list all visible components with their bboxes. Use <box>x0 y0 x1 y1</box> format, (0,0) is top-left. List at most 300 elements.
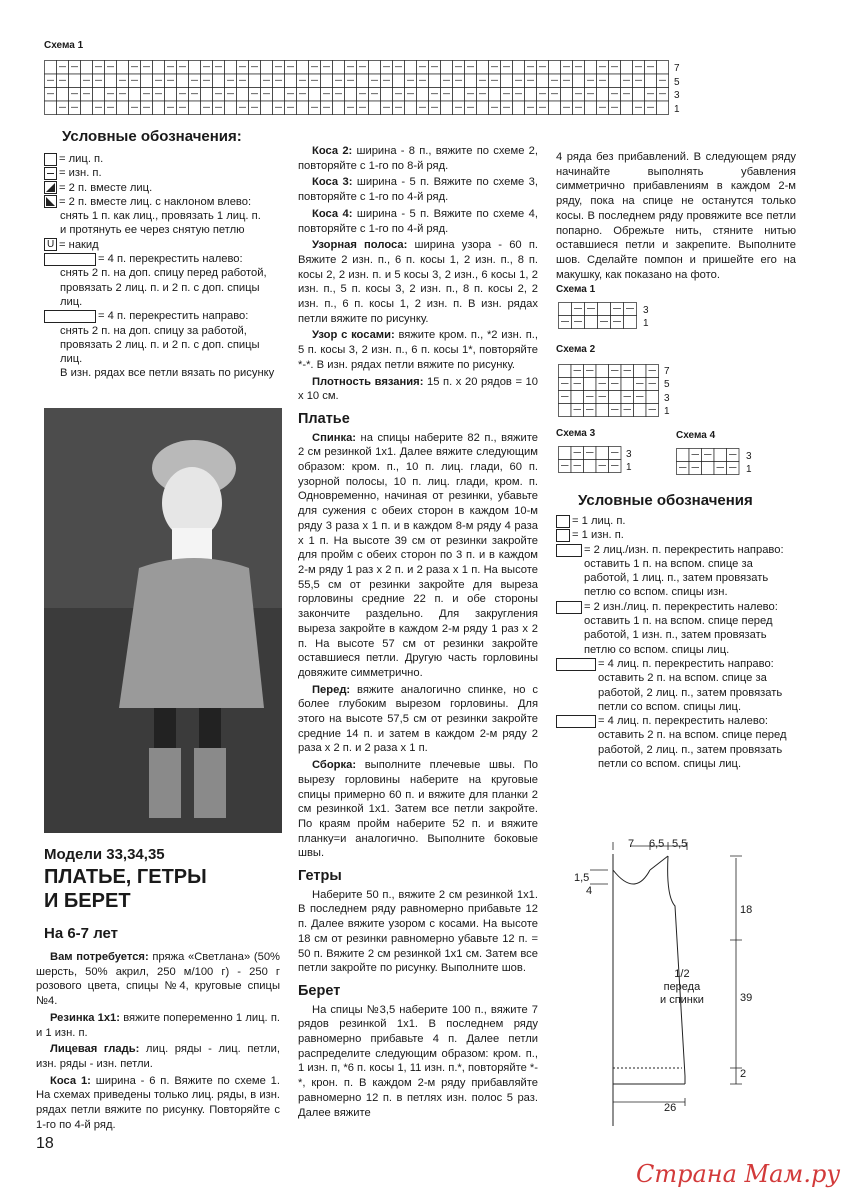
chart-cell <box>621 391 634 404</box>
paragraph <box>298 328 538 372</box>
legend-item-text: провязать 2 лиц. п. и 2 п. с доп. спицы <box>60 281 260 294</box>
legend-item-text: лиц. <box>60 353 83 366</box>
legend-item <box>44 324 284 338</box>
chart-cell <box>273 88 285 102</box>
legend-right-item <box>556 543 796 600</box>
chart-cell <box>646 378 659 391</box>
paragraph <box>36 1042 280 1071</box>
chart-cell <box>677 462 690 475</box>
knit-square-icon <box>44 153 57 166</box>
chart-cell <box>153 74 165 88</box>
chart-cell <box>345 61 357 75</box>
chart-cell <box>584 391 597 404</box>
chart-cell <box>537 74 549 88</box>
legend-item <box>44 281 284 295</box>
chart-cell <box>573 88 585 102</box>
paragraph-lead: Узорная полоса: <box>312 239 408 252</box>
small-schema-3-rows: 3 1 <box>626 449 632 473</box>
chart-cell <box>117 101 129 115</box>
chart-cell <box>81 101 93 115</box>
chart-cell <box>689 462 702 475</box>
legend-right-text: = 4 лиц. п. перекрестить налево: оставить 2 п. на вспом. спице перед работой, 2 лиц. п., затем провязать петли со вспом. спицы лиц. <box>598 715 787 771</box>
paragraph <box>298 431 538 681</box>
legend-right-item <box>556 600 796 657</box>
chart-cell <box>609 447 622 460</box>
text-column-2 <box>298 144 538 1122</box>
chart-cell <box>624 303 637 316</box>
chart-cell <box>285 88 297 102</box>
chart-cell <box>621 378 634 391</box>
paragraph <box>298 238 538 326</box>
legend-item <box>44 238 284 252</box>
chart-cell <box>549 101 561 115</box>
chart-cell <box>153 61 165 75</box>
chart-cell <box>189 88 201 102</box>
chart-cell <box>417 101 429 115</box>
chart-cell <box>727 462 740 475</box>
chart-cell <box>333 74 345 88</box>
chart-cell <box>57 101 69 115</box>
chart-cell <box>405 61 417 75</box>
chart-cell <box>177 88 189 102</box>
chart-cell <box>714 462 727 475</box>
chart-cell <box>609 74 621 88</box>
chart-cell <box>561 88 573 102</box>
chart-cell <box>105 61 117 75</box>
paragraph-body: ширина - 6 п. Вяжите по схеме 1. На схемах приведены только лиц. ряды, в изн. рядах петли вяжите по рисунку. Повторяйте с 1-го по 4-й ряд. <box>36 1074 280 1131</box>
chart-cell <box>657 61 669 75</box>
cable-right-2-icon <box>556 544 582 557</box>
dim-right-3: 2 <box>740 1068 747 1080</box>
top-schema-title: Схема 1 <box>44 40 84 51</box>
legend-item-text: = лиц. п. <box>59 153 104 165</box>
chart-cell <box>141 61 153 75</box>
chart-cell <box>417 88 429 102</box>
chart-cell <box>727 449 740 462</box>
legend-item-text: = 2 п. вместе лиц. с наклоном влево: <box>59 195 252 208</box>
legend-right-text: = 1 изн. п. <box>572 529 624 542</box>
legend-item-text: и протянуть ее через снятую петлю <box>60 224 245 237</box>
chart-cell <box>441 101 453 115</box>
legend-item-text: снять 1 п. как лиц., провязать 1 лиц. п. <box>60 210 261 223</box>
yarn-over-icon: U <box>44 238 57 251</box>
chart-cell <box>453 88 465 102</box>
paragraph-lead: Коса 2: <box>312 145 353 157</box>
chart-cell <box>225 61 237 75</box>
chart-cell <box>501 88 513 102</box>
legend-item-text: = 4 п. перекрестить налево: <box>98 253 243 266</box>
chart-cell <box>598 316 611 329</box>
chart-cell <box>201 74 213 88</box>
legend-item <box>44 295 284 309</box>
chart-cell <box>657 88 669 102</box>
chart-cell <box>381 88 393 102</box>
chart-cell <box>634 404 647 417</box>
legend-item <box>44 366 284 380</box>
model-title-2: И БЕРЕТ <box>44 890 131 912</box>
legend-item-text: = накид <box>59 238 99 251</box>
chart-cell <box>453 61 465 75</box>
chart-cell <box>501 74 513 88</box>
dim-left-2: 4 <box>586 885 593 897</box>
chart-cell <box>634 378 647 391</box>
chart-cell <box>429 61 441 75</box>
paragraph-lead: Резинка 1х1: <box>50 1011 121 1024</box>
small-schema-3-title: Схема 3 <box>556 428 596 439</box>
chart-cell <box>201 61 213 75</box>
legend-right-list <box>556 514 796 771</box>
text-column-3 <box>556 150 796 284</box>
paragraph-body: на спицы наберите 82 п., вяжите 2 см резинкой 1х1. Далее вяжите следующим образом: кром. п., 10 п. лиц. глади, 60 п. узорной полосы, 10 п. лиц. глади, кром. п. Одновременно, начиная от резинки, убавьте для сужения с обеих сторон в каждом 10-м ряду 3 раза х 1 п. и в каждом 8-м ряду 4 раза х 1 п. На высоте 39 см от резинки закройте для пройм с обеих сторон по 3 п. и в каждом 2-м ряду 1 раз х 2 п. и 2 раза х 1 п. На высоте 55,5 см от резинки закройте для выреза горловины средние 22 п. и обе стороны закончите раздельно. Для закругления выреза закройте в каждом 2-м ряду 1 раз х 2 п. На высоте 57 см от резинки закройте оставшиеся петли. Другую часть горловины довяжите симметрично. <box>298 431 538 679</box>
chart-cell <box>393 61 405 75</box>
chart-cell <box>273 61 285 75</box>
chart-cell <box>571 460 584 473</box>
paragraph-body: лиц. ряды - лиц. петли, изн. ряды - изн. петли. <box>36 1043 280 1070</box>
chart-cell <box>702 462 715 475</box>
chart-cell <box>559 447 572 460</box>
paragraph-body: вяжите аналогично спинке, но с более глубоким вырезом горловины. Для этого на высоте 57,5 см от резинки закройте средние 14 п. и затем в каждом 2-м ряду 2 раза х 2 п. и 2 раза х 1 п. <box>298 683 538 755</box>
chart-cell <box>429 88 441 102</box>
chart-cell <box>537 61 549 75</box>
paragraph-lead: Коса 4: <box>312 207 353 220</box>
chart-cell <box>611 303 624 316</box>
chart-cell <box>645 101 657 115</box>
dim-left-1: 1,5 <box>574 872 590 884</box>
chart-cell <box>621 61 633 75</box>
chart-cell <box>201 88 213 102</box>
model-title-1: ПЛАТЬЕ, ГЕТРЫ <box>44 866 207 888</box>
chart-cell <box>477 74 489 88</box>
chart-cell <box>501 61 513 75</box>
chart-cell <box>559 365 572 378</box>
paragraph-lead: Коса 3: <box>312 176 353 189</box>
chart-cell <box>129 101 141 115</box>
chart-cell <box>596 404 609 417</box>
leggings-text: Наберите 50 п., вяжите 2 см резинкой 1х1. В последнем ряду равномерно прибавьте 12 п. Далее вяжите узором с косами. На высоте 18 см от резинки равномерно убавьте 12 п. = 50 п. Вяжите 2 см резинкой 1х1 см. Затем все петли закройте по рисунку. Выполните шов. <box>298 888 538 975</box>
chart-cell <box>525 88 537 102</box>
chart-cell <box>677 449 690 462</box>
cable-right-4-icon <box>556 658 596 671</box>
chart-cell <box>237 74 249 88</box>
chart-cell <box>501 101 513 115</box>
photo-illustration <box>44 408 282 833</box>
model-numbers: Модели 33,34,35 <box>44 846 165 863</box>
small-schema-1-title: Схема 1 <box>556 284 596 295</box>
chart-cell <box>429 74 441 88</box>
chart-cell <box>45 88 57 102</box>
watermark: Страна Мам.ру <box>636 1160 841 1188</box>
paragraph-lead: Сборка: <box>312 759 357 772</box>
chart-cell <box>598 303 611 316</box>
section-leggings: Гетры <box>298 868 342 885</box>
chart-cell <box>571 447 584 460</box>
chart-cell <box>297 74 309 88</box>
chart-cell <box>93 101 105 115</box>
chart-cell <box>417 61 429 75</box>
chart-cell <box>153 88 165 102</box>
chart-cell <box>559 404 572 417</box>
chart-cell <box>645 88 657 102</box>
legend-item <box>44 338 284 352</box>
chart-cell <box>549 61 561 75</box>
chart-cell <box>309 61 321 75</box>
cable-left-2-icon <box>556 601 582 614</box>
chart-cell <box>321 61 333 75</box>
legend-item <box>44 252 284 266</box>
chart-cell <box>585 74 597 88</box>
legend-item-text: В изн. рядах все петли вязать по рисунку <box>60 367 275 380</box>
chart-cell <box>596 365 609 378</box>
chart-cell <box>273 101 285 115</box>
chart-cell <box>345 74 357 88</box>
chart-cell <box>369 88 381 102</box>
paragraph-lead: Лицевая гладь: <box>50 1043 140 1056</box>
chart-cell <box>285 61 297 75</box>
chart-cell <box>596 460 609 473</box>
chart-cell <box>321 88 333 102</box>
chart-cell <box>513 101 525 115</box>
chart-cell <box>634 391 647 404</box>
chart-cell <box>585 303 598 316</box>
chart-cell <box>153 101 165 115</box>
chart-cell <box>609 378 622 391</box>
chart-cell <box>141 74 153 88</box>
chart-cell <box>477 88 489 102</box>
legend-right-text: = 1 лиц. п. <box>572 515 626 527</box>
chart-cell <box>213 61 225 75</box>
chart-cell <box>609 365 622 378</box>
chart-cell <box>573 74 585 88</box>
chart-cell <box>597 101 609 115</box>
chart-cell <box>477 101 489 115</box>
paragraph <box>298 144 538 173</box>
chart-cell <box>237 101 249 115</box>
chart-cell <box>657 74 669 88</box>
chart-cell <box>489 74 501 88</box>
chart-cell <box>117 88 129 102</box>
chart-cell <box>93 61 105 75</box>
chart-cell <box>45 61 57 75</box>
chart-cell <box>57 88 69 102</box>
chart-cell <box>585 101 597 115</box>
chart-cell <box>621 365 634 378</box>
chart-cell <box>117 74 129 88</box>
legend-item <box>44 209 284 223</box>
chart-cell <box>609 460 622 473</box>
chart-cell <box>189 61 201 75</box>
chart-cell <box>596 391 609 404</box>
chart-cell <box>489 61 501 75</box>
model-age: На 6-7 лет <box>44 925 119 942</box>
chart-cell <box>57 61 69 75</box>
paragraph-body: выполните плечевые швы. По вырезу горловины наберите на круговые спицы примерно 60 п. и вяжите для планки 2 см резинкой 1х1. Затем все петли закройте. По краям пройм наберите 52 п. и вяжите планку=и аналогично. Выполните боковые швы. <box>298 759 538 860</box>
chart-cell <box>225 74 237 88</box>
chart-cell <box>45 74 57 88</box>
paragraph <box>298 207 538 236</box>
paragraph-body: пряжа «Светлана» (50% шерсть, 50% акрил, 250 м/100 г) - 250 г розового цвета, спицы №4, круговые спицы №4. <box>36 951 280 1008</box>
chart-cell <box>165 101 177 115</box>
paragraph-lead: Перед: <box>312 683 351 696</box>
chart-cell <box>714 449 727 462</box>
legend-item-text: провязать 2 лиц. п. и 2 п. с доп. спицы <box>60 338 260 351</box>
chart-cell <box>525 61 537 75</box>
chart-cell <box>571 404 584 417</box>
chart-cell <box>489 101 501 115</box>
chart-cell <box>129 88 141 102</box>
chart-cell <box>624 316 637 329</box>
paragraph-body: ширина узора - 60 п. Вяжите 2 изн. п., 6 п. косы 1, 2 изн. п., 8 п. косы 2, 2 изн. п. и 5 косы 3, 2 изн., 6 косы 1, 2 изн. п., 5 п. косы 3, 2 изн. п., 8 п. косы 2, 2 изн. п., 6 п. косы 1, 2 изн. п. В изн. рядах петли вяжите по рисунку. <box>298 239 538 325</box>
chart-cell <box>201 101 213 115</box>
chart-cell <box>621 404 634 417</box>
chart-cell <box>105 101 117 115</box>
chart-cell <box>584 404 597 417</box>
chart-cell <box>645 74 657 88</box>
chart-cell <box>369 61 381 75</box>
chart-cell <box>357 61 369 75</box>
chart-cell <box>69 61 81 75</box>
legend-right-item <box>556 514 796 528</box>
chart-cell <box>213 101 225 115</box>
chart-cell <box>273 74 285 88</box>
chart-cell <box>381 61 393 75</box>
chart-cell <box>584 365 597 378</box>
dim-right-2: 39 <box>740 992 753 1004</box>
chart-cell <box>381 101 393 115</box>
chart-cell <box>249 88 261 102</box>
small-schema-4-title: Схема 4 <box>676 430 716 441</box>
chart-cell <box>369 101 381 115</box>
chart-cell <box>297 61 309 75</box>
chart-cell <box>571 365 584 378</box>
chart-cell <box>513 88 525 102</box>
small-schema-2-title: Схема 2 <box>556 344 596 355</box>
chart-cell <box>81 61 93 75</box>
chart-cell <box>225 88 237 102</box>
chart-cell <box>646 404 659 417</box>
legend-item-text: = 2 п. вместе лиц. <box>59 181 153 194</box>
paragraph <box>298 375 538 404</box>
chart-cell <box>596 447 609 460</box>
chart-cell <box>285 101 297 115</box>
chart-cell <box>165 74 177 88</box>
diagram-shoulder <box>650 856 668 870</box>
dim-bottom: 26 <box>664 1102 677 1114</box>
cable-left-4-icon <box>556 715 596 728</box>
chart-cell <box>621 101 633 115</box>
beret-text: На спицы №3,5 наберите 100 п., вяжите 7 рядов резинкой 1х1. В последнем ряду равномерно прибавьте 4 п. Далее петли распределите следующим образом: кром. п., 1 изн. п, *6 п. косы 1, 11 изн. п.*, повторяйте *-*, крон. п. В каждом 2-м ряду прибавляйте равномерно 12 п. в петлях изн. полос 5 раз. Далее вяжите <box>298 1003 538 1119</box>
chart-cell <box>633 74 645 88</box>
diagram-label: 1/2 переда и спинки <box>660 968 704 1006</box>
chart-cell <box>689 449 702 462</box>
chart-cell <box>597 74 609 88</box>
chart-cell <box>525 74 537 88</box>
chart-cell <box>261 101 273 115</box>
chart-cell <box>571 378 584 391</box>
chart-cell <box>633 88 645 102</box>
chart-cell <box>621 88 633 102</box>
chart-cell <box>609 404 622 417</box>
section-dress: Платье <box>298 410 350 427</box>
chart-cell <box>333 88 345 102</box>
chart-cell <box>702 449 715 462</box>
cable-right-icon <box>44 310 96 323</box>
chart-cell <box>177 101 189 115</box>
chart-cell <box>309 88 321 102</box>
legend-right-item <box>556 657 796 714</box>
chart-cell <box>261 88 273 102</box>
cable-left-icon <box>44 253 96 266</box>
chart-cell <box>549 88 561 102</box>
chart-cell <box>646 365 659 378</box>
legend-right-item <box>556 528 796 542</box>
dim-top-3: 5,5 <box>672 838 688 850</box>
knit-symbol-icon <box>556 515 570 528</box>
chart-cell <box>549 74 561 88</box>
chart-cell <box>441 88 453 102</box>
chart-cell <box>453 74 465 88</box>
model-header <box>44 846 284 942</box>
chart-cell <box>646 391 659 404</box>
chart-cell <box>45 101 57 115</box>
chart-cell <box>321 101 333 115</box>
chart-cell <box>559 316 572 329</box>
chart-cell <box>585 61 597 75</box>
page-number: 18 <box>36 1135 54 1152</box>
paragraph <box>298 683 538 757</box>
chart-cell <box>381 74 393 88</box>
paragraph-lead: Узор с косами: <box>312 329 395 342</box>
chart-cell <box>465 101 477 115</box>
paragraph <box>298 758 538 861</box>
chart-cell <box>441 74 453 88</box>
chart-cell <box>69 74 81 88</box>
chart-cell <box>393 74 405 88</box>
chart-cell <box>537 101 549 115</box>
chart-cell <box>177 74 189 88</box>
chart-cell <box>441 61 453 75</box>
chart-cell <box>597 88 609 102</box>
chart-cell <box>584 447 597 460</box>
legend-item <box>44 181 284 195</box>
chart-cell <box>634 365 647 378</box>
chart-cell <box>249 74 261 88</box>
chart-cell <box>559 378 572 391</box>
legend-item-text: лиц. <box>60 295 83 308</box>
legend-item-text: = 4 п. перекрестить направо: <box>98 310 249 323</box>
small-schema-1-rows: 3 1 <box>643 305 649 329</box>
chart-cell <box>225 101 237 115</box>
chart-cell <box>105 88 117 102</box>
paragraph-body: ширина - 5 п. Вяжите по схеме 3, повторяйте с 1-го по 4-й ряд. <box>298 176 539 204</box>
child-photo <box>44 408 282 833</box>
chart-cell <box>621 74 633 88</box>
legend-item <box>44 223 284 237</box>
chart-cell <box>465 74 477 88</box>
chart-cell <box>309 101 321 115</box>
chart-cell <box>537 88 549 102</box>
chart-cell <box>584 460 597 473</box>
chart-cell <box>405 74 417 88</box>
chart-cell <box>117 61 129 75</box>
chart-cell <box>584 378 597 391</box>
legend-item-text: = изн. п. <box>59 167 102 180</box>
chart-cell <box>609 391 622 404</box>
chart-cell <box>249 61 261 75</box>
purl-square-icon <box>44 167 57 180</box>
paragraph-body: ширина - 8 п., вяжите по схеме 2, повторяйте с 1-го по 8-й ряд. <box>298 145 538 172</box>
chart-cell <box>261 74 273 88</box>
paragraph <box>36 1011 280 1040</box>
